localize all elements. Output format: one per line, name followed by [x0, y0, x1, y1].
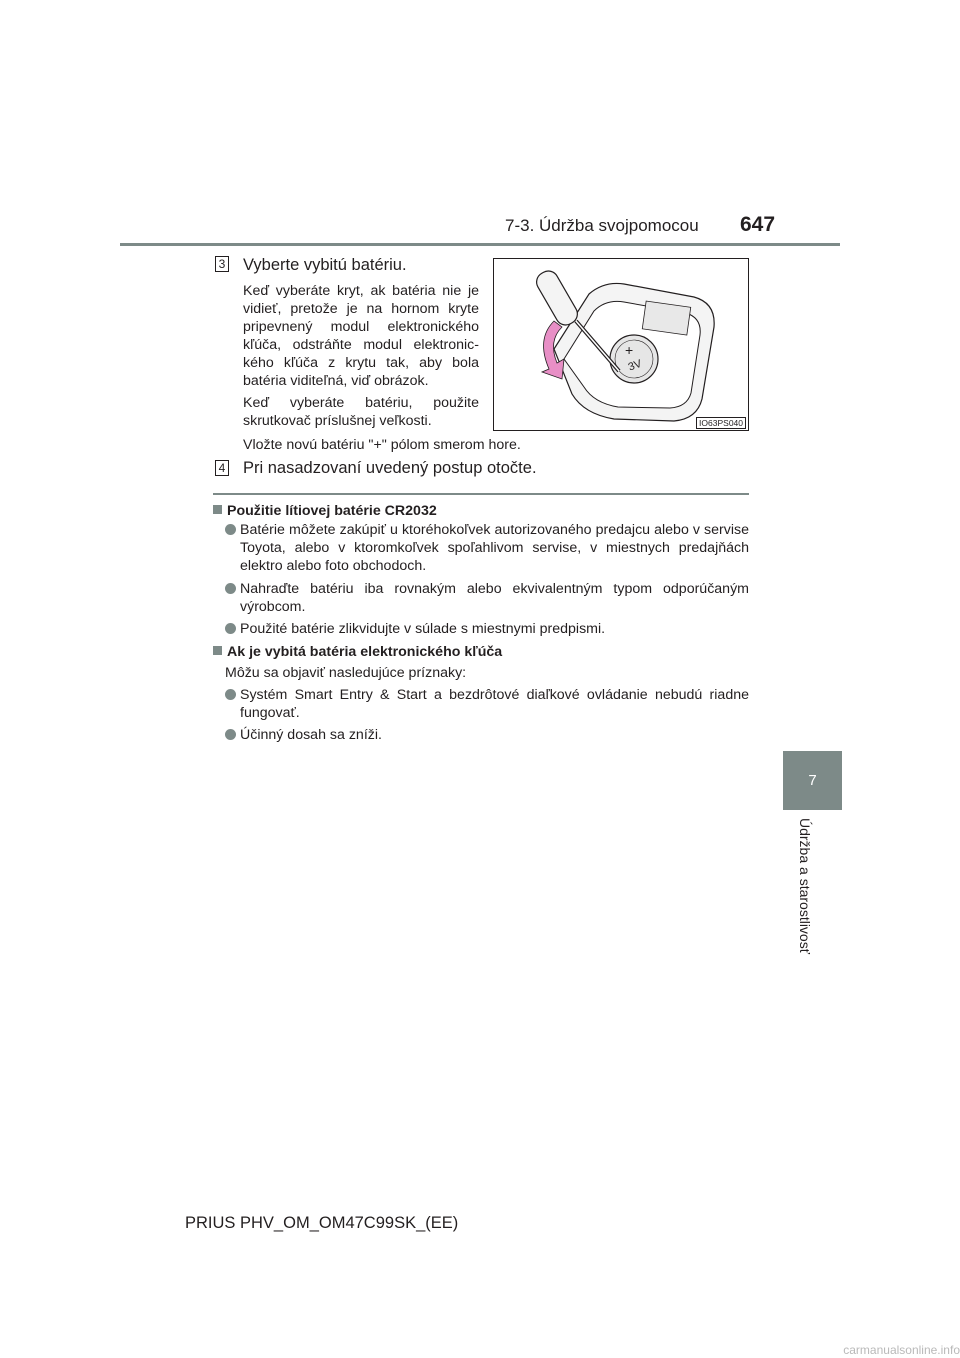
bullet-dot [225, 583, 236, 594]
list-item [225, 726, 749, 744]
list-item-text: Batérie môžete zakúpiť u ktoréhokoľvek autorizovaného predajcu alebo v servise Toyota, alebo v ktoromkoľvek spoľahlivom servise, v miestnych predajňách elektro alebo foto obchodoch. [240, 522, 749, 574]
step-3-paragraph-3: Vložte novú batériu "+" pólom smerom hore. [243, 437, 521, 453]
step-3-paragraph-2: Keď vyberáte batériu, použite skrutkovač príslušnej veľkosti. [243, 395, 479, 429]
list-item [225, 521, 749, 575]
circuit-module [642, 301, 690, 335]
bullet-dot [225, 729, 236, 740]
bullet-dot [225, 524, 236, 535]
chapter-tab-number: 7 [808, 772, 817, 789]
section-heading-text: Ak je vybitá batéria elektronického kľúča [227, 644, 503, 660]
list-item-text: Použité batérie zlikvidujte v súlade s miestnymi predpismi. [240, 621, 606, 637]
list-item-text: Systém Smart Entry & Start a bezdrôtové diaľkové ovládanie nebudú riadne fungovať. [240, 687, 749, 721]
section-heading-text: Použitie lítiovej batérie CR2032 [227, 503, 437, 519]
step-badge-4: 4 [215, 460, 229, 476]
bullet-dot [225, 689, 236, 700]
step-4-title: Pri nasadzovaní uvedený postup otočte. [243, 459, 537, 477]
step-badge-3: 3 [215, 256, 229, 272]
step-3-paragraph-1: Keď vyberáte kryt, ak batéria nie je vidieť, pretože je na hornom kryte pripevnený modul elektronického kľúča, odstráňte modul elektronic-kého kľúča z krytu tak, aby bola batéria viditeľná, viď obrázok. [243, 283, 479, 389]
list-item-text: Účinný dosah sa zníži. [240, 727, 382, 743]
section-heading-dead-battery [213, 644, 502, 660]
header-rule [120, 243, 840, 246]
list-item [225, 620, 749, 638]
list-item [225, 686, 749, 722]
footer-document-code: PRIUS PHV_OM_OM47C99SK_(EE) [185, 1214, 459, 1232]
section-separator [213, 493, 749, 495]
battery-voltage-label: 3V [626, 357, 644, 374]
list-item [225, 580, 749, 616]
section-2-intro: Môžu sa objaviť nasledujúce príznaky: [225, 665, 467, 681]
chapter-tab-label: Údržba a starostlivosť [797, 818, 813, 954]
step-3-title: Vyberte vybitú batériu. [243, 256, 407, 274]
key-battery-illustration [493, 258, 749, 431]
bullet-dot [225, 623, 236, 634]
list-item-text: Nahraďte batériu iba rovnakým alebo ekvivalentným typom odporúčaným výrobcom. [240, 581, 749, 615]
chapter-tab [783, 751, 842, 810]
section-marker [213, 505, 222, 514]
watermark: carmanualsonline.info [843, 1343, 960, 1357]
section-heading-battery-type [213, 503, 437, 519]
header-chapter-title: 7-3. Údržba svojpomocou [505, 216, 699, 235]
key-battery-drawing [494, 259, 748, 430]
page-number: 647 [740, 213, 776, 236]
battery-plus-sign: + [625, 342, 634, 358]
illustration-code: IO63PS040 [696, 417, 746, 429]
section-marker [213, 646, 222, 655]
